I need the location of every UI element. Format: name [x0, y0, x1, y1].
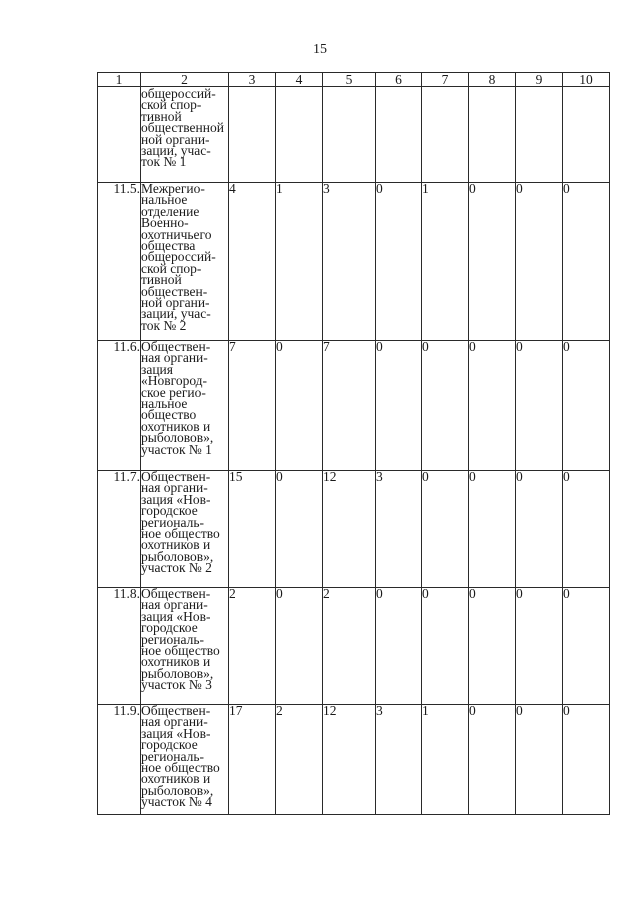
value-cell	[376, 87, 422, 183]
organization-name-line: участок № 4	[141, 794, 212, 810]
organization-name-line: зация «Нов-	[141, 491, 211, 507]
organization-name-line: Военно-	[141, 215, 189, 231]
organization-name-line: городское	[141, 503, 198, 519]
column-header: 10	[563, 73, 610, 87]
value-cell: 0	[563, 705, 610, 815]
organization-name-line: ское регио-	[141, 384, 206, 400]
organization-name-line: тивной	[141, 272, 182, 288]
value-cell	[422, 87, 469, 183]
organization-name-line: отделение	[141, 203, 200, 219]
value-cell: 0	[276, 341, 323, 471]
row-number: 11.8.	[98, 588, 141, 705]
organization-name-line: ной органи-	[141, 131, 210, 147]
value-cell: 0	[469, 705, 516, 815]
organization-name-line: зации, учас-	[141, 143, 211, 159]
organization-name-line: общество	[141, 407, 197, 423]
column-header: 7	[422, 73, 469, 87]
column-header: 8	[469, 73, 516, 87]
column-header: 3	[229, 73, 276, 87]
organization-name-line: общероссий-	[141, 249, 216, 265]
value-cell: 0	[563, 341, 610, 471]
value-cell: 0	[563, 471, 610, 588]
row-number: 11.7.	[98, 471, 141, 588]
column-header: 1	[98, 73, 141, 87]
organization-name-line: участок № 2	[141, 560, 212, 576]
column-header: 2	[141, 73, 229, 87]
column-header: 5	[323, 73, 376, 87]
value-cell: 0	[422, 471, 469, 588]
organization-name	[141, 705, 229, 815]
organization-name-line: рыболовов»,	[141, 782, 214, 798]
value-cell: 15	[229, 471, 276, 588]
organization-name-line: ная органи-	[141, 597, 208, 613]
organization-name-line: «Новгород-	[141, 373, 208, 389]
table-row	[98, 183, 610, 341]
organization-name-line: Межрегио-	[141, 181, 205, 196]
organization-name-line: обществен-	[141, 283, 208, 299]
organization-name-line: ной органи-	[141, 295, 210, 311]
value-cell: 0	[469, 341, 516, 471]
organization-name-line: ской спор-	[141, 97, 202, 113]
organization-name-line: ная органи-	[141, 480, 208, 496]
value-cell: 2	[323, 588, 376, 705]
value-cell: 0	[516, 588, 563, 705]
organization-name-line: тивной	[141, 108, 182, 124]
value-cell: 0	[516, 471, 563, 588]
organization-name-line: нальное	[141, 192, 188, 208]
data-table	[97, 72, 610, 815]
table-row	[98, 588, 610, 705]
organization-name-line: зации, учас-	[141, 306, 211, 322]
organization-name-line: Обществен-	[141, 469, 211, 484]
value-cell: 0	[469, 183, 516, 341]
organization-name-line: региональ-	[141, 748, 204, 764]
value-cell: 4	[229, 183, 276, 341]
organization-name-line: нальное	[141, 396, 188, 412]
organization-name-line: ное общество	[141, 760, 220, 776]
value-cell: 0	[516, 341, 563, 471]
organization-name-line: зация «Нов-	[141, 608, 211, 624]
value-cell: 2	[276, 705, 323, 815]
value-cell: 0	[376, 588, 422, 705]
table-row	[98, 341, 610, 471]
value-cell: 3	[376, 705, 422, 815]
organization-name-line: ное общество	[141, 643, 220, 659]
value-cell: 3	[376, 471, 422, 588]
organization-name-line: ное общество	[141, 526, 220, 542]
column-header: 9	[516, 73, 563, 87]
value-cell: 1	[422, 183, 469, 341]
organization-name-line: городское	[141, 737, 198, 753]
organization-name-line: ток № 1	[141, 154, 187, 170]
value-cell: 7	[229, 341, 276, 471]
value-cell	[229, 87, 276, 183]
organization-name-line: рыболовов»,	[141, 665, 214, 681]
column-header: 6	[376, 73, 422, 87]
value-cell: 0	[422, 588, 469, 705]
value-cell: 0	[276, 588, 323, 705]
organization-name-line: зация	[141, 361, 173, 377]
page-number: 15	[313, 42, 327, 57]
organization-name-line: участок № 3	[141, 677, 212, 693]
value-cell	[323, 87, 376, 183]
organization-name-line: региональ-	[141, 631, 204, 647]
value-cell: 17	[229, 705, 276, 815]
organization-name-line: охотников и	[141, 654, 211, 670]
row-number: 11.5.	[98, 183, 141, 341]
value-cell: 0	[469, 471, 516, 588]
value-cell: 0	[563, 183, 610, 341]
organization-name-line: зация «Нов-	[141, 725, 211, 741]
value-cell: 0	[516, 705, 563, 815]
value-cell: 1	[422, 705, 469, 815]
row-number	[98, 87, 141, 183]
organization-name-line: охотничьего	[141, 226, 212, 242]
organization-name-line: участок № 1	[141, 441, 212, 457]
organization-name-line: рыболовов»,	[141, 430, 214, 446]
value-cell: 7	[323, 341, 376, 471]
organization-name-line: ток № 2	[141, 317, 187, 333]
table-row	[98, 471, 610, 588]
organization-name	[141, 471, 229, 588]
organization-name	[141, 341, 229, 471]
value-cell: 0	[563, 588, 610, 705]
organization-name-line: общероссий-	[141, 86, 216, 101]
organization-name-line: Обществен-	[141, 339, 211, 354]
row-number: 11.9.	[98, 705, 141, 815]
table-row	[98, 705, 610, 815]
row-number: 11.6.	[98, 341, 141, 471]
organization-name-line: общественной	[141, 120, 224, 136]
value-cell	[563, 87, 610, 183]
organization-name-line: охотников и	[141, 418, 211, 434]
organization-name-line: рыболовов»,	[141, 548, 214, 564]
value-cell: 3	[323, 183, 376, 341]
value-cell: 0	[516, 183, 563, 341]
value-cell: 0	[376, 183, 422, 341]
organization-name-line: общества	[141, 238, 196, 254]
organization-name-line: городское	[141, 620, 198, 636]
organization-name	[141, 588, 229, 705]
value-cell: 0	[276, 471, 323, 588]
value-cell: 0	[422, 341, 469, 471]
value-cell	[469, 87, 516, 183]
header-row	[98, 73, 610, 87]
value-cell: 0	[469, 588, 516, 705]
organization-name-line: Обществен-	[141, 586, 211, 601]
organization-name-line: ная органи-	[141, 350, 208, 366]
value-cell	[276, 87, 323, 183]
column-header: 4	[276, 73, 323, 87]
value-cell: 12	[323, 471, 376, 588]
organization-name-line: Обществен-	[141, 703, 211, 718]
organization-name-line: охотников и	[141, 771, 211, 787]
organization-name-line: ная органи-	[141, 714, 208, 730]
value-cell: 12	[323, 705, 376, 815]
table-row	[98, 87, 610, 183]
organization-name	[141, 183, 229, 341]
value-cell: 1	[276, 183, 323, 341]
value-cell: 0	[376, 341, 422, 471]
organization-name-line: охотников и	[141, 537, 211, 553]
value-cell	[516, 87, 563, 183]
value-cell: 2	[229, 588, 276, 705]
organization-name-line: региональ-	[141, 514, 204, 530]
organization-name	[141, 87, 229, 183]
organization-name-line: ской спор-	[141, 260, 202, 276]
